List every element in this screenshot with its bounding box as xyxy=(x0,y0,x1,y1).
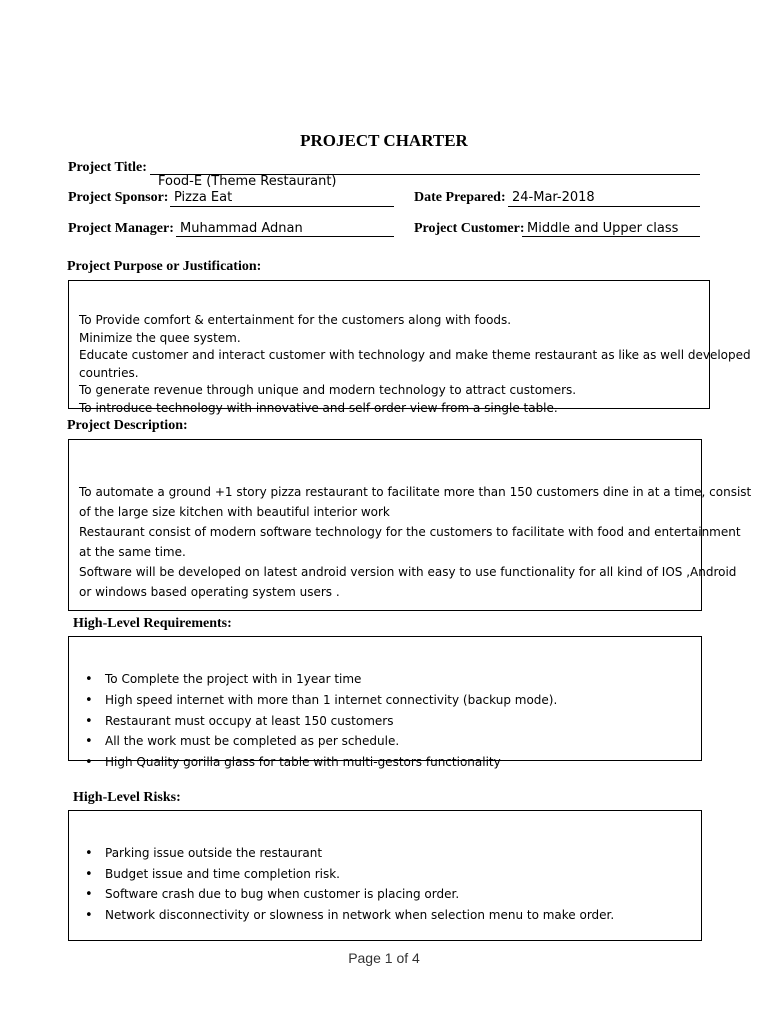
project-manager-label: Project Manager: xyxy=(68,221,174,236)
risks-box xyxy=(68,810,702,941)
purpose-heading: Project Purpose or Justification: xyxy=(67,259,262,274)
project-title-value: Food-E (Theme Restaurant) xyxy=(158,174,337,189)
requirement-item: • High speed internet with more than 1 internet connectivity (backup mode). xyxy=(79,693,701,714)
risks-heading: High-Level Risks: xyxy=(73,790,181,805)
requirements-heading: High-Level Requirements: xyxy=(73,616,232,631)
description-line: or windows based operating system users . xyxy=(79,585,340,599)
page-title: PROJECT CHARTER xyxy=(300,131,468,150)
risk-item: • Network disconnectivity or slowness in network when selection menu to make order. xyxy=(79,908,701,929)
project-title-label: Project Title: xyxy=(68,160,147,175)
description-line: of the large size kitchen with beautiful interior work xyxy=(79,505,390,519)
date-prepared-label: Date Prepared: xyxy=(414,190,506,205)
purpose-line: To introduce technology with innovative and self-order view from a single table. xyxy=(79,400,558,415)
risk-item: • Parking issue outside the restaurant xyxy=(79,846,701,867)
project-sponsor-underline xyxy=(170,206,394,207)
purpose-line: To generate revenue through unique and modern technology to attract customers. xyxy=(79,383,577,397)
date-prepared-underline xyxy=(508,206,700,207)
project-sponsor-label: Project Sponsor: xyxy=(68,190,169,205)
project-manager-value: Muhammad Adnan xyxy=(180,221,303,236)
date-prepared-value: 24-Mar-2018 xyxy=(512,190,595,205)
project-sponsor-value: Pizza Eat xyxy=(174,190,233,205)
risk-item: • Budget issue and time completion risk. xyxy=(79,867,701,888)
risk-item: • Software crash due to bug when customer is placing order. xyxy=(79,887,701,908)
requirement-item: • All the work must be completed as per schedule. xyxy=(79,734,701,755)
description-line: Software will be developed on latest android version with easy to use functionality for all kind of IOS ,Android xyxy=(79,565,737,579)
description-line: To automate a ground +1 story pizza restaurant to facilitate more than 150 customers dine in at a time, consist xyxy=(79,485,752,499)
project-customer-underline xyxy=(522,236,700,237)
purpose-line: Minimize the quee system. xyxy=(79,330,241,345)
project-customer-label: Project Customer: xyxy=(414,221,525,236)
purpose-box xyxy=(68,280,751,415)
project-manager-underline xyxy=(176,236,394,237)
description-heading: Project Description: xyxy=(67,418,188,433)
description-line: at the same time. xyxy=(79,545,186,559)
requirement-item: • High Quality gorilla glass for table with multi-gestors functionality xyxy=(79,755,701,776)
purpose-line: Educate customer and interact customer with technology and make theme restaurant as like as well developed xyxy=(79,348,751,362)
requirement-item: • Restaurant must occupy at least 150 customers xyxy=(79,714,701,735)
requirement-item: • To Complete the project with in 1year time xyxy=(79,672,701,693)
project-customer-value: Middle and Upper class xyxy=(527,221,679,236)
description-box xyxy=(68,439,752,611)
requirements-box xyxy=(68,636,702,770)
description-line: Restaurant consist of modern software technology for the customers to facilitate with food and entertainment xyxy=(79,525,741,539)
purpose-line: To Provide comfort & entertainment for the customers along with foods. xyxy=(79,313,512,327)
purpose-line: countries. xyxy=(79,365,139,380)
page-number: Page 1 of 4 xyxy=(348,950,420,966)
